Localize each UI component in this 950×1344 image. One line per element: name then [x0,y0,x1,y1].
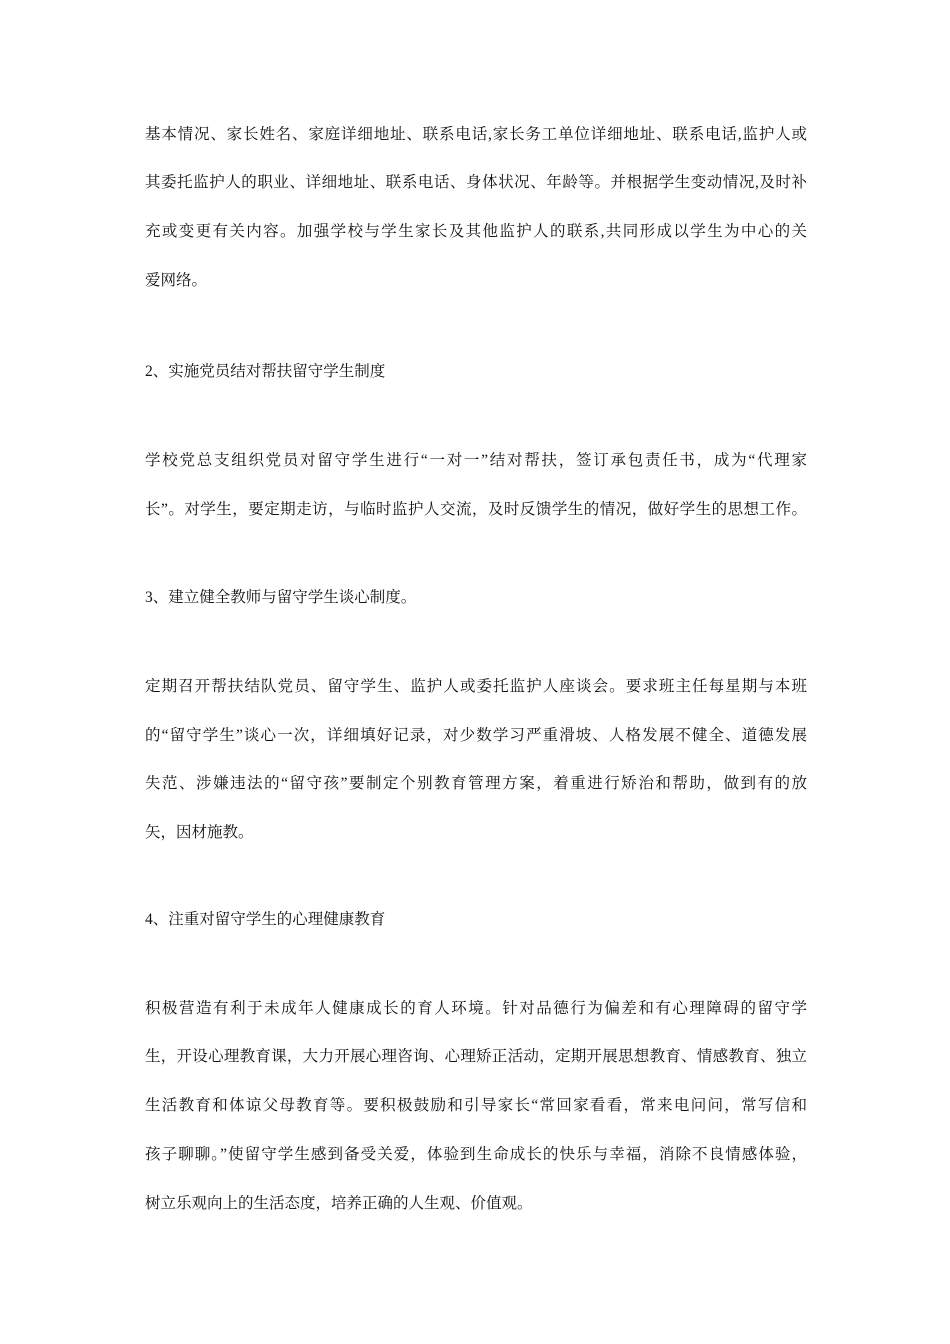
text-line: 孩子聊聊。”使留守学生感到备受关爱，体验到生命成长的快乐与幸福，消除不良情感体验， [145,1146,807,1163]
text-line: 充或变更有关内容。加强学校与学生家长及其他监护人的联系,共同形成以学生为中心的关 [145,223,807,240]
section-heading-4: 4、注重对留守学生的心理健康教育 [145,911,386,928]
section-heading-2: 2、实施党员结对帮扶留守学生制度 [145,363,386,380]
text-line: 其委托监护人的职业、详细地址、联系电话、身体状况、年龄等。并根据学生变动情况,及时补 [145,174,807,191]
text-line: 失范、涉嫌违法的“留守孩”要制定个别教育管理方案，着重进行矫治和帮助，做到有的放 [145,775,807,792]
text-line: 爱网络。 [145,272,208,289]
text-line: 积极营造有利于未成年人健康成长的育人环境。针对品德行为偏差和有心理障碍的留守学 [145,1000,807,1017]
text-line: 矢，因材施教。 [145,824,254,841]
text-line: 基本情况、家长姓名、家庭详细地址、联系电话,家长务工单位详细地址、联系电话,监护人或 [145,126,807,143]
text-line: 的“留守学生”谈心一次，详细填好记录，对少数学习严重滑坡、人格发展不健全、道德发展 [145,727,807,744]
text-line: 学校党总支组织党员对留守学生进行“一对一”结对帮扶，签订承包责任书，成为“代理家 [145,452,807,469]
text-line: 定期召开帮扶结队党员、留守学生、监护人或委托监护人座谈会。要求班主任每星期与本班 [145,678,807,695]
text-line: 树立乐观向上的生活态度，培养正确的人生观、价值观。 [145,1195,533,1212]
section-heading-3: 3、建立健全教师与留守学生谈心制度。 [145,589,417,606]
text-line: 生活教育和体谅父母教育等。要积极鼓励和引导家长“常回家看看，常来电问问，常写信和 [145,1097,807,1114]
text-line: 长”。对学生，要定期走访，与临时监护人交流，及时反馈学生的情况，做好学生的思想工作。 [145,501,807,518]
text-line: 生，开设心理教育课，大力开展心理咨询、心理矫正活动，定期开展思想教育、情感教育、独立 [145,1048,807,1065]
